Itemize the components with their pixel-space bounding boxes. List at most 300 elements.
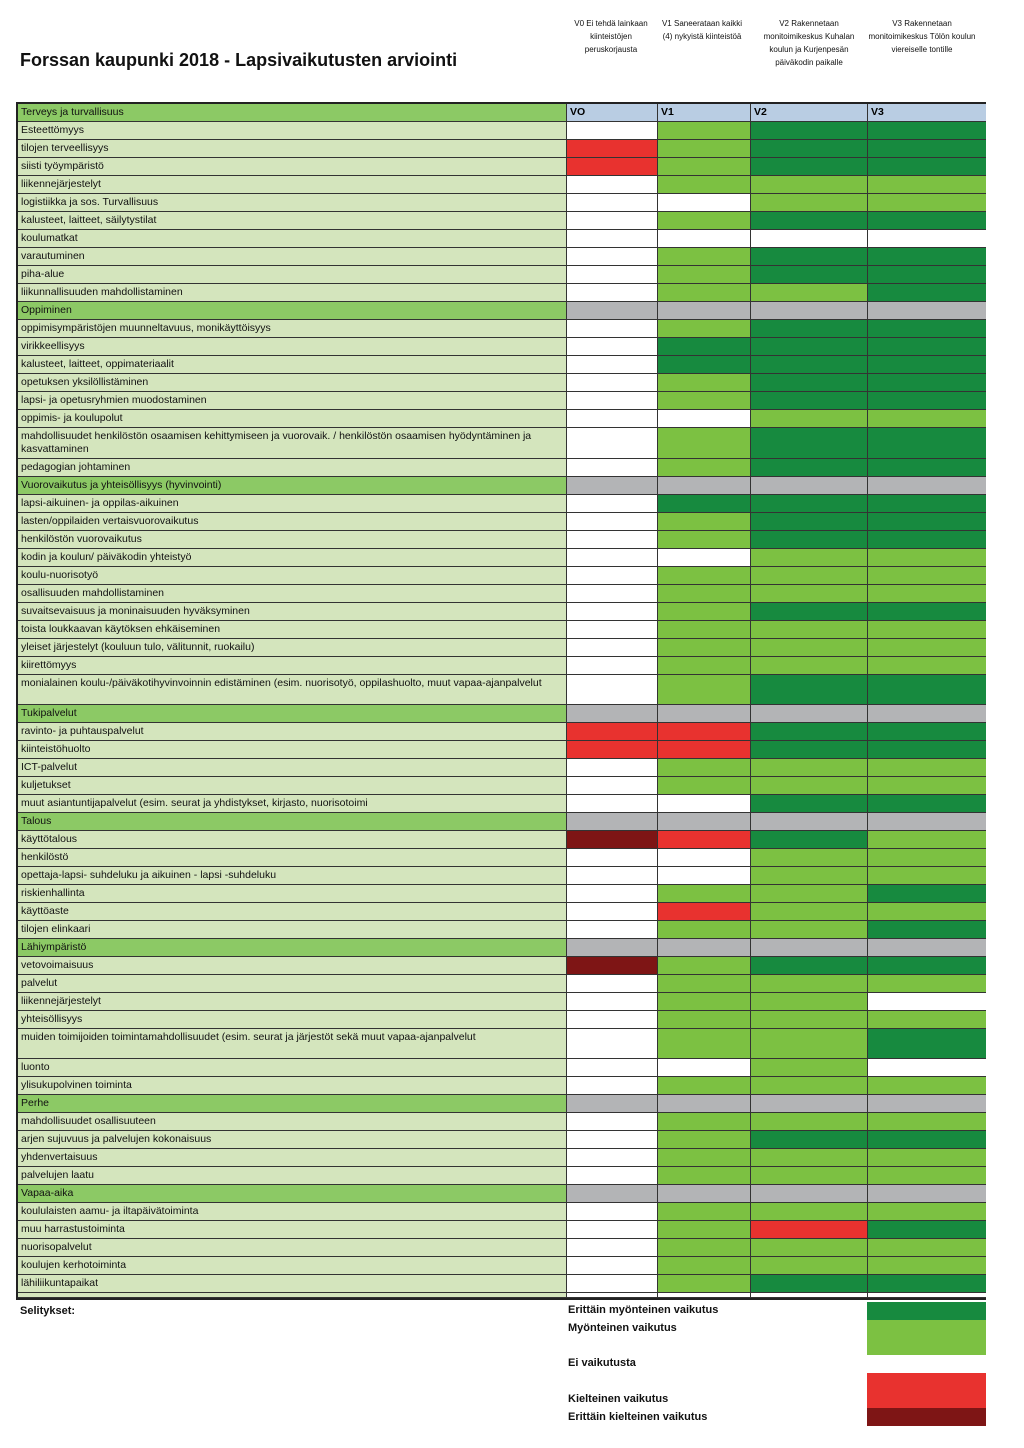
criterion-label: kiinteistöhuolto xyxy=(18,741,567,759)
impact-cell xyxy=(567,585,658,603)
section-gray-cell xyxy=(658,302,751,320)
impact-cell xyxy=(751,759,868,777)
option-column-header: V1 xyxy=(658,104,751,122)
impact-cell xyxy=(868,428,986,459)
criterion-label: luonto xyxy=(18,1059,567,1077)
impact-cell xyxy=(567,741,658,759)
impact-cell xyxy=(567,921,658,939)
impact-cell xyxy=(751,831,868,849)
impact-cell xyxy=(868,903,986,921)
impact-cell xyxy=(868,140,986,158)
impact-cell xyxy=(751,428,868,459)
criterion-label: kodin ja koulun/ päiväkodin yhteistyö xyxy=(18,549,567,567)
impact-cell xyxy=(751,549,868,567)
section-header: Oppiminen xyxy=(18,302,567,320)
impact-cell xyxy=(868,795,986,813)
impact-cell xyxy=(567,567,658,585)
impact-cell xyxy=(751,993,868,1011)
impact-cell xyxy=(658,777,751,795)
criterion-label: liikennejärjestelyt xyxy=(18,993,567,1011)
impact-cell xyxy=(868,957,986,975)
impact-cell xyxy=(868,1149,986,1167)
impact-cell xyxy=(658,1239,751,1257)
section-gray-cell xyxy=(751,939,868,957)
impact-cell xyxy=(868,122,986,140)
impact-cell xyxy=(868,567,986,585)
impact-cell xyxy=(567,1131,658,1149)
impact-cell xyxy=(567,459,658,477)
impact-cell xyxy=(658,621,751,639)
criterion-label: siisti työympäristö xyxy=(18,158,567,176)
criterion-label: monialainen koulu-/päiväkotihyvinvoinnin edistäminen (esim. nuorisotyö, oppilashuolto, muut vapaa-ajanpalvelut xyxy=(18,675,567,705)
impact-cell xyxy=(868,338,986,356)
section-gray-cell xyxy=(868,1185,986,1203)
impact-cell xyxy=(567,1257,658,1275)
section-header-first: Terveys ja turvallisuus xyxy=(18,104,567,122)
impact-cell xyxy=(868,885,986,903)
impact-cell xyxy=(658,531,751,549)
criterion-label: liikunnallisuuden mahdollistaminen xyxy=(18,284,567,302)
impact-cell xyxy=(751,248,868,266)
section-gray-cell xyxy=(751,813,868,831)
legend-swatch-positive xyxy=(867,1320,986,1355)
impact-cell xyxy=(658,921,751,939)
impact-cell xyxy=(567,410,658,428)
criterion-label: yhteisöllisyys xyxy=(18,1011,567,1029)
impact-cell xyxy=(658,885,751,903)
impact-cell xyxy=(567,885,658,903)
impact-cell xyxy=(658,140,751,158)
impact-cell xyxy=(567,392,658,410)
impact-cell xyxy=(658,356,751,374)
impact-cell xyxy=(567,831,658,849)
option-column-header: VO xyxy=(567,104,658,122)
section-gray-cell xyxy=(567,705,658,723)
impact-cell xyxy=(751,1257,868,1275)
legend-label-very-positive: Erittäin myönteinen vaikutus xyxy=(568,1304,719,1316)
impact-cell xyxy=(751,1029,868,1059)
impact-cell xyxy=(567,212,658,230)
criterion-label: tilojen elinkaari xyxy=(18,921,567,939)
criterion-label: muu harrastustoiminta xyxy=(18,1221,567,1239)
impact-cell xyxy=(868,248,986,266)
impact-cell xyxy=(567,675,658,705)
impact-cell xyxy=(751,777,868,795)
criterion-label: opettaja-lapsi- suhdeluku ja aikuinen - lapsi -suhdeluku xyxy=(18,867,567,885)
impact-cell xyxy=(751,885,868,903)
impact-cell xyxy=(567,248,658,266)
impact-cell xyxy=(658,849,751,867)
impact-cell xyxy=(658,1131,751,1149)
criterion-label: muiden toimijoiden toimintamahdollisuudet (esim. seurat ja järjestöt sekä muut vapaa-ajanpalvelut xyxy=(18,1029,567,1059)
impact-cell xyxy=(567,176,658,194)
impact-cell xyxy=(751,867,868,885)
section-gray-cell xyxy=(751,1185,868,1203)
section-gray-cell xyxy=(751,1095,868,1113)
impact-cell xyxy=(567,1113,658,1131)
impact-cell xyxy=(751,1077,868,1095)
impact-cell xyxy=(751,1239,868,1257)
impact-cell xyxy=(751,741,868,759)
legend-label-positive: Myönteinen vaikutus xyxy=(568,1322,677,1334)
criterion-label: ICT-palvelut xyxy=(18,759,567,777)
impact-cell xyxy=(567,723,658,741)
criterion-label: käyttötalous xyxy=(18,831,567,849)
impact-cell xyxy=(868,867,986,885)
impact-cell xyxy=(751,338,868,356)
impact-cell xyxy=(868,549,986,567)
impact-cell xyxy=(658,176,751,194)
impact-cell xyxy=(868,531,986,549)
impact-cell xyxy=(658,603,751,621)
option-v1-description: V1 Saneerataan kaikki (4) nykyistä kiinteistöä xyxy=(661,19,743,41)
section-gray-cell xyxy=(567,939,658,957)
assessment-table xyxy=(16,102,986,1300)
impact-cell xyxy=(868,1077,986,1095)
impact-cell xyxy=(868,459,986,477)
impact-cell xyxy=(751,1131,868,1149)
impact-cell xyxy=(751,1203,868,1221)
impact-cell xyxy=(567,1029,658,1059)
impact-cell xyxy=(567,639,658,657)
section-gray-cell xyxy=(751,302,868,320)
impact-cell xyxy=(751,459,868,477)
criterion-label: Esteettömyys xyxy=(18,122,567,140)
impact-cell xyxy=(868,1167,986,1185)
legend-swatch-negative xyxy=(867,1373,986,1408)
option-v0-description: V0 Ei tehdä lainkaan kiinteistöjen peruskorjausta xyxy=(574,19,648,54)
impact-cell xyxy=(658,1221,751,1239)
impact-cell xyxy=(868,975,986,993)
impact-cell xyxy=(751,1167,868,1185)
impact-cell xyxy=(658,410,751,428)
page-title: Forssan kaupunki 2018 - Lapsivaikutusten arviointi xyxy=(20,50,458,70)
impact-cell xyxy=(751,1275,868,1293)
impact-cell xyxy=(868,1059,986,1077)
impact-cell xyxy=(658,284,751,302)
section-header: Tukipalvelut xyxy=(18,705,567,723)
impact-cell xyxy=(658,741,751,759)
impact-cell xyxy=(868,1275,986,1293)
impact-cell xyxy=(751,266,868,284)
impact-cell xyxy=(658,993,751,1011)
impact-cell xyxy=(751,723,868,741)
impact-cell xyxy=(658,158,751,176)
criterion-label: ravinto- ja puhtauspalvelut xyxy=(18,723,567,741)
impact-cell xyxy=(868,657,986,675)
impact-cell xyxy=(567,795,658,813)
impact-cell xyxy=(658,723,751,741)
impact-cell xyxy=(868,374,986,392)
impact-cell xyxy=(868,831,986,849)
impact-cell xyxy=(658,957,751,975)
section-header: Perhe xyxy=(18,1095,567,1113)
section-gray-cell xyxy=(868,939,986,957)
impact-cell xyxy=(751,140,868,158)
impact-cell xyxy=(751,675,868,705)
section-gray-cell xyxy=(868,477,986,495)
criterion-label: yleiset järjestelyt (kouluun tulo, välitunnit, ruokailu) xyxy=(18,639,567,657)
criterion-label: lasten/oppilaiden vertaisvuorovaikutus xyxy=(18,513,567,531)
impact-cell xyxy=(567,428,658,459)
criterion-label: kiirettömyys xyxy=(18,657,567,675)
impact-cell xyxy=(751,957,868,975)
impact-cell xyxy=(658,230,751,248)
criterion-label: virikkeellisyys xyxy=(18,338,567,356)
impact-cell xyxy=(658,428,751,459)
impact-cell xyxy=(567,1203,658,1221)
empty-row-label xyxy=(18,1293,567,1298)
impact-cell xyxy=(567,1149,658,1167)
impact-cell xyxy=(868,675,986,705)
impact-cell xyxy=(751,603,868,621)
legend-swatch-very-negative xyxy=(867,1408,986,1426)
impact-cell xyxy=(751,585,868,603)
impact-cell xyxy=(567,903,658,921)
impact-cell xyxy=(658,903,751,921)
criterion-label: koulumatkat xyxy=(18,230,567,248)
impact-cell xyxy=(751,1149,868,1167)
impact-cell xyxy=(868,1257,986,1275)
impact-cell xyxy=(868,266,986,284)
criterion-label: nuorisopalvelut xyxy=(18,1239,567,1257)
section-gray-cell xyxy=(567,1095,658,1113)
impact-cell xyxy=(751,374,868,392)
impact-cell xyxy=(868,741,986,759)
impact-cell xyxy=(751,513,868,531)
impact-cell xyxy=(658,567,751,585)
impact-cell xyxy=(751,356,868,374)
impact-cell xyxy=(567,1239,658,1257)
impact-cell xyxy=(658,320,751,338)
impact-cell xyxy=(868,392,986,410)
impact-cell xyxy=(658,1059,751,1077)
impact-cell xyxy=(658,1203,751,1221)
section-gray-cell xyxy=(868,705,986,723)
criterion-label: henkilöstö xyxy=(18,849,567,867)
section-gray-cell xyxy=(658,1185,751,1203)
criterion-label: koulujen kerhotoiminta xyxy=(18,1257,567,1275)
impact-cell xyxy=(868,585,986,603)
criterion-label: suvaitsevaisuus ja moninaisuuden hyväksyminen xyxy=(18,603,567,621)
impact-cell xyxy=(868,993,986,1011)
criterion-label: opetuksen yksilöllistäminen xyxy=(18,374,567,392)
criterion-label: oppimis- ja koulupolut xyxy=(18,410,567,428)
impact-cell xyxy=(658,657,751,675)
impact-cell xyxy=(567,1011,658,1029)
section-gray-cell xyxy=(658,1095,751,1113)
impact-cell xyxy=(658,194,751,212)
impact-cell xyxy=(868,1221,986,1239)
criterion-label: yhdenvertaisuus xyxy=(18,1149,567,1167)
impact-cell xyxy=(751,639,868,657)
legend-label-negative: Kielteinen vaikutus xyxy=(568,1393,669,1405)
criterion-label: logistiikka ja sos. Turvallisuus xyxy=(18,194,567,212)
section-gray-cell xyxy=(567,302,658,320)
criterion-label: muut asiantuntijapalvelut (esim. seurat ja yhdistykset, kirjasto, nuorisotoimi xyxy=(18,795,567,813)
impact-cell xyxy=(658,831,751,849)
option-column-header: V2 xyxy=(751,104,868,122)
legend-swatch-very-positive xyxy=(867,1302,986,1320)
impact-cell xyxy=(658,1011,751,1029)
impact-cell xyxy=(868,1203,986,1221)
legend-label-very-negative: Erittäin kielteinen vaikutus xyxy=(568,1411,708,1423)
criterion-label: vetovoimaisuus xyxy=(18,957,567,975)
impact-cell xyxy=(751,410,868,428)
impact-cell xyxy=(567,1077,658,1095)
impact-cell xyxy=(751,1011,868,1029)
impact-cell xyxy=(658,374,751,392)
impact-cell xyxy=(868,410,986,428)
impact-cell xyxy=(658,867,751,885)
impact-cell xyxy=(658,513,751,531)
impact-cell xyxy=(658,1029,751,1059)
impact-cell xyxy=(868,603,986,621)
section-gray-cell xyxy=(567,1185,658,1203)
criterion-label: lapsi-aikuinen- ja oppilas-aikuinen xyxy=(18,495,567,513)
impact-cell xyxy=(658,212,751,230)
impact-cell xyxy=(751,176,868,194)
impact-cell xyxy=(567,531,658,549)
impact-cell xyxy=(868,194,986,212)
impact-cell xyxy=(567,266,658,284)
impact-cell xyxy=(751,122,868,140)
section-header: Lähiympäristö xyxy=(18,939,567,957)
impact-cell xyxy=(868,723,986,741)
impact-cell xyxy=(751,1221,868,1239)
criterion-label: lähiliikuntapaikat xyxy=(18,1275,567,1293)
impact-cell xyxy=(868,1029,986,1059)
impact-cell xyxy=(567,320,658,338)
section-gray-cell xyxy=(658,477,751,495)
impact-cell xyxy=(868,759,986,777)
impact-cell xyxy=(868,621,986,639)
impact-cell xyxy=(567,993,658,1011)
section-header: Vapaa-aika xyxy=(18,1185,567,1203)
criterion-label: palvelujen laatu xyxy=(18,1167,567,1185)
criterion-label: mahdollisuudet henkilöstön osaamisen kehittymiseen ja vuorovaik. / henkilöstön osaamisen hyödyntäminen ja kasvattaminen xyxy=(18,428,567,459)
impact-cell xyxy=(567,849,658,867)
impact-cell xyxy=(868,284,986,302)
impact-cell xyxy=(751,795,868,813)
criterion-label: pedagogian johtaminen xyxy=(18,459,567,477)
impact-cell xyxy=(567,1059,658,1077)
impact-cell xyxy=(751,1293,868,1298)
option-column-header: V3 xyxy=(868,104,986,122)
impact-cell xyxy=(868,1293,986,1298)
impact-cell xyxy=(751,903,868,921)
impact-cell xyxy=(567,230,658,248)
impact-cell xyxy=(567,284,658,302)
section-gray-cell xyxy=(751,477,868,495)
impact-cell xyxy=(567,1167,658,1185)
impact-cell xyxy=(658,392,751,410)
impact-cell xyxy=(658,1293,751,1298)
impact-cell xyxy=(751,212,868,230)
criterion-label: toista loukkaavan käytöksen ehkäiseminen xyxy=(18,621,567,639)
impact-cell xyxy=(658,459,751,477)
impact-cell xyxy=(868,356,986,374)
impact-cell xyxy=(751,567,868,585)
impact-cell xyxy=(868,1239,986,1257)
impact-cell xyxy=(658,675,751,705)
impact-cell xyxy=(751,320,868,338)
impact-cell xyxy=(567,975,658,993)
impact-cell xyxy=(868,1011,986,1029)
impact-cell xyxy=(567,621,658,639)
impact-cell xyxy=(868,320,986,338)
impact-cell xyxy=(567,374,658,392)
section-header: Vuorovaikutus ja yhteisöllisyys (hyvinvointi) xyxy=(18,477,567,495)
impact-cell xyxy=(658,975,751,993)
criterion-label: arjen sujuvuus ja palvelujen kokonaisuus xyxy=(18,1131,567,1149)
impact-cell xyxy=(751,230,868,248)
impact-cell xyxy=(567,1221,658,1239)
impact-cell xyxy=(567,338,658,356)
impact-cell xyxy=(868,849,986,867)
impact-cell xyxy=(567,356,658,374)
impact-cell xyxy=(751,849,868,867)
impact-cell xyxy=(658,549,751,567)
impact-cell xyxy=(868,1113,986,1131)
section-gray-cell xyxy=(658,705,751,723)
option-v3-description: V3 Rakennetaan monitoimikeskus Tölön koulun viereiselle tontille xyxy=(868,19,976,54)
criterion-label: lapsi- ja opetusryhmien muodostaminen xyxy=(18,392,567,410)
impact-cell xyxy=(658,1167,751,1185)
impact-cell xyxy=(567,957,658,975)
section-gray-cell xyxy=(658,939,751,957)
section-gray-cell xyxy=(567,813,658,831)
impact-cell xyxy=(658,1275,751,1293)
section-gray-cell xyxy=(868,1095,986,1113)
impact-cell xyxy=(567,603,658,621)
impact-cell xyxy=(567,140,658,158)
impact-cell xyxy=(751,621,868,639)
impact-cell xyxy=(567,495,658,513)
criterion-label: kalusteet, laitteet, oppimateriaalit xyxy=(18,356,567,374)
criterion-label: mahdollisuudet osallisuuteen xyxy=(18,1113,567,1131)
impact-cell xyxy=(868,513,986,531)
impact-cell xyxy=(868,158,986,176)
legend-label-no-effect: Ei vaikutusta xyxy=(568,1357,636,1369)
criterion-label: koulu-nuorisotyö xyxy=(18,567,567,585)
option-v2-description: V2 Rakennetaan monitoimikeskus Kuhalan koulun ja Kurjenpesän päiväkodin paikalle xyxy=(763,19,855,67)
legend-title: Selitykset: xyxy=(20,1305,76,1317)
impact-cell xyxy=(868,921,986,939)
impact-cell xyxy=(658,1113,751,1131)
criterion-label: henkilöstön vuorovaikutus xyxy=(18,531,567,549)
impact-cell xyxy=(868,495,986,513)
criterion-label: koululaisten aamu- ja iltapäivätoiminta xyxy=(18,1203,567,1221)
section-header: Talous xyxy=(18,813,567,831)
criterion-label: tilojen terveellisyys xyxy=(18,140,567,158)
impact-cell xyxy=(567,777,658,795)
impact-cell xyxy=(658,338,751,356)
impact-cell xyxy=(751,975,868,993)
criterion-label: kuljetukset xyxy=(18,777,567,795)
impact-cell xyxy=(658,122,751,140)
impact-cell xyxy=(751,158,868,176)
impact-cell xyxy=(868,176,986,194)
impact-cell xyxy=(658,495,751,513)
impact-cell xyxy=(868,639,986,657)
impact-cell xyxy=(567,194,658,212)
criterion-label: palvelut xyxy=(18,975,567,993)
impact-cell xyxy=(658,639,751,657)
impact-cell xyxy=(567,513,658,531)
impact-cell xyxy=(567,549,658,567)
criterion-label: osallisuuden mahdollistaminen xyxy=(18,585,567,603)
